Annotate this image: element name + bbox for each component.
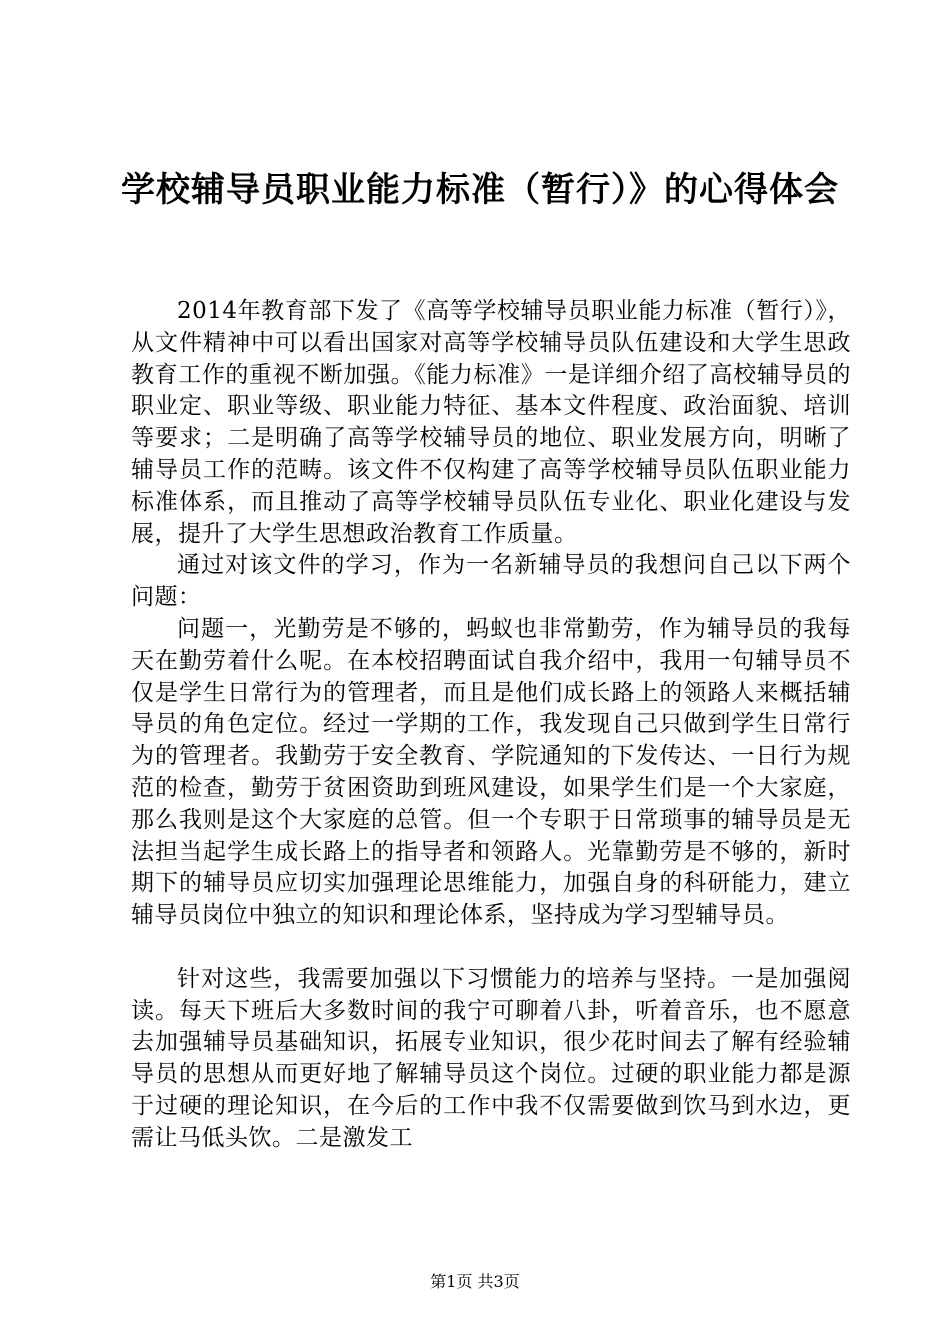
paragraph-3: 问题一，光勤劳是不够的，蚂蚁也非常勤劳，作为辅导员的我每天在勤劳着什么呢。在本校招聘面试自我介绍中，我用一句辅导员不仅是学生日常行为的管理者，而且是他们成长路上的领路人来概括辅导员的角色定位。经过一学期的工作，我发现自己只做到学生日常行为的管理者。我勤劳于安全教育、学院通知的下发传达、一日行为规范的检查，勤劳于贫困资助到班风建设，如果学生们是一个大家庭，那么我则是这个大家庭的总管。但一个专职于日常琐事的辅导员是无法担当起学生成长路上的指导者和领路人。光靠勤劳是不够的，新时期下的辅导员应切实加强理论思维能力，加强自身的科研能力，建立辅导员岗位中独立的知识和理论体系，坚持成为学习型辅导员。 <box>131 615 851 929</box>
paragraph-1: 2014年教育部下发了《高等学校辅导员职业能力标准（暂行）》，从文件精神中可以看出国家对高等学校辅导员队伍建设和大学生思政教育工作的重视不断加强。《能力标准》一是详细介绍了高校辅导员的职业定、职业等级、职业能力特征、基本文件程度、政治面貌、培训等要求；二是明确了高等学校辅导员的地位、职业发展方向，明晰了辅导员工作的范畴。该文件不仅构建了高等学校辅导员队伍职业能力标准体系，而且推动了高等学校辅导员队伍专业化、职业化建设与发展，提升了大学生思想政治教育工作质量。 <box>131 298 851 547</box>
document-title: 学校辅导员职业能力标准（暂行）》的心得体会 <box>121 170 839 210</box>
document-body <box>131 296 851 1155</box>
paragraph-4: 针对这些，我需要加强以下习惯能力的培养与坚持。一是加强阅读。每天下班后大多数时间的我宁可聊着八卦，听着音乐，也不愿意去加强辅导员基础知识，拓展专业知识，很少花时间去了解有经验辅导员的思想从而更好地了解辅导员这个岗位。过硬的职业能力都是源于过硬的理论知识，在今后的工作中我不仅需要做到饮马到水边，更需让马低头饮。二是激发工 <box>131 965 851 1151</box>
paragraph-2: 通过对该文件的学习，作为一名新辅导员的我想问自己以下两个问题： <box>131 552 851 611</box>
page-footer: 第1页 共3页 <box>430 1272 520 1291</box>
